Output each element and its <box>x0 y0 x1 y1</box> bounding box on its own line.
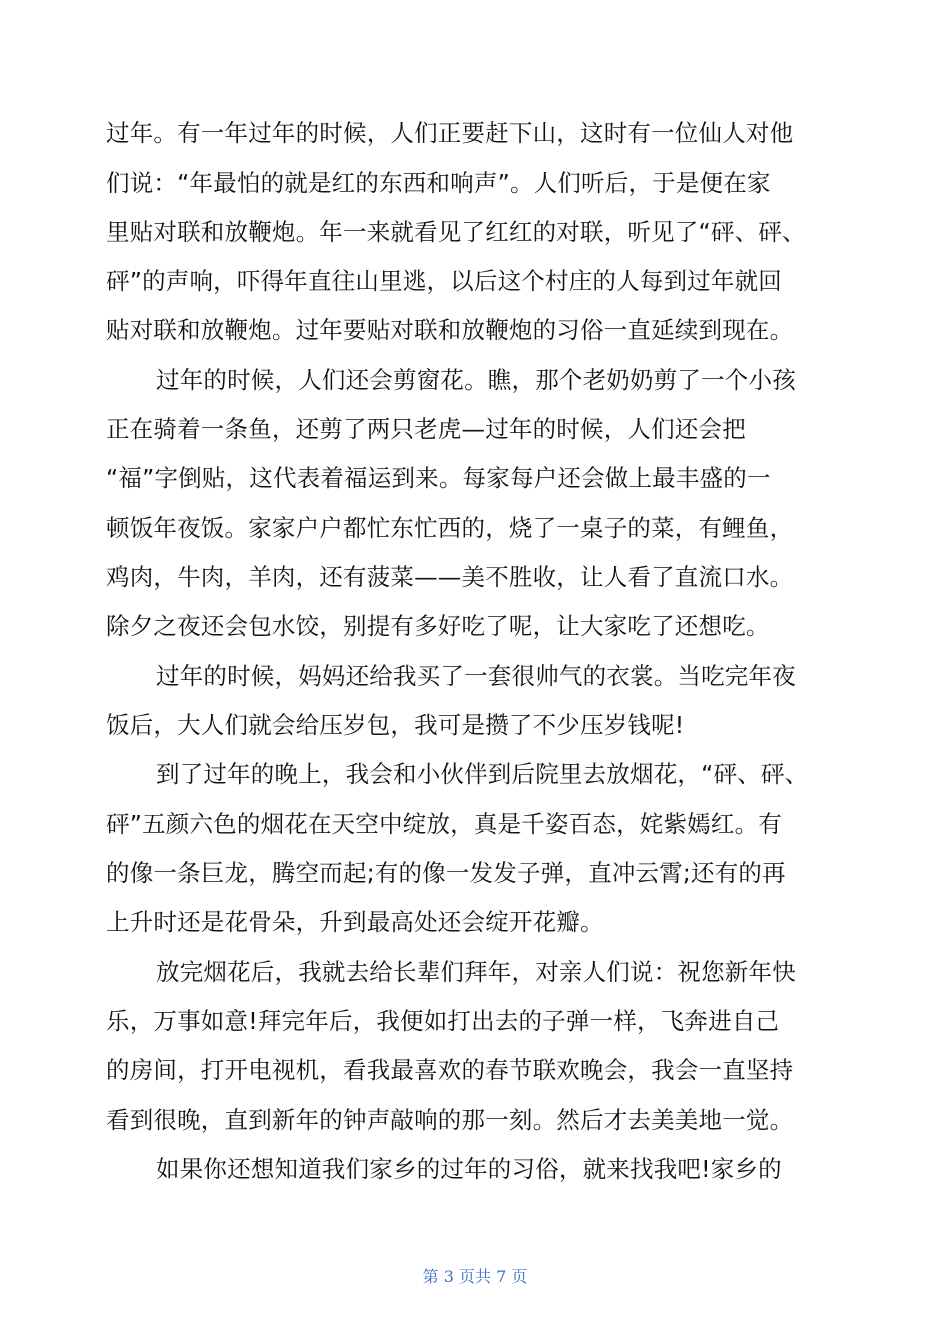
text-line: 饭后，大人们就会给压岁包，我可是攒了不少压岁钱呢! <box>106 711 685 739</box>
text-line: 如果你还想知道我们家乡的过年的习俗，就来找我吧!家乡的 <box>156 1155 782 1183</box>
text-line: 过年。有一年过年的时候，人们正要赶下山，这时有一位仙人对他 <box>106 119 794 147</box>
text-line: 的像一条巨龙，腾空而起;有的像一发发子弹，直冲云霄;还有的再 <box>106 859 786 887</box>
text-line: 除夕之夜还会包水饺，别提有多好吃了呢，让大家吃了还想吃。 <box>106 612 770 640</box>
text-line: 到了过年的晚上，我会和小伙伴到后院里去放烟花，“砰、砰、 <box>156 760 809 788</box>
text-line: 砰”的声响，吓得年直往山里逃，以后这个村庄的人每到过年就回 <box>106 267 782 295</box>
text-line: 里贴对联和放鞭炮。年一来就看见了红红的对联，听见了“砰、砰、 <box>106 218 806 246</box>
text-line: 上升时还是花骨朵，升到最高处还会绽开花瓣。 <box>106 908 604 936</box>
text-line: 们说：“年最怕的就是红的东西和响声”。人们听后，于是便在家 <box>106 169 771 197</box>
text-line: 贴对联和放鞭炮。过年要贴对联和放鞭炮的习俗一直延续到现在。 <box>106 316 794 344</box>
text-line: 砰”五颜六色的烟花在天空中绽放，真是千姿百态，姹紫嫣红。有 <box>106 810 782 838</box>
text-line: 正在骑着一条鱼，还剪了两只老虎—过年的时候，人们还会把 <box>106 415 746 443</box>
text-line: 看到很晚，直到新年的钟声敲响的那一刻。然后才去美美地一觉。 <box>106 1106 794 1134</box>
text-line: 乐，万事如意!拜完年后，我便如打出去的子弹一样，飞奔进自己 <box>106 1007 780 1035</box>
page-number: 第 3 页共 7 页 <box>422 1267 528 1286</box>
text-line: 鸡肉，牛肉，羊肉，还有菠菜——美不胜收，让人看了直流口水。 <box>106 563 794 591</box>
text-line: 过年的时候，妈妈还给我买了一套很帅气的衣裳。当吃完年夜 <box>156 662 796 690</box>
text-line: 的房间，打开电视机，看我最喜欢的春节联欢晚会，我会一直坚持 <box>106 1056 794 1084</box>
text-line: “福”字倒贴，这代表着福运到来。每家每户还会做上最丰盛的一 <box>106 464 771 492</box>
text-line: 顿饭年夜饭。家家户户都忙东忙西的，烧了一桌子的菜，有鲤鱼， <box>106 514 794 542</box>
text-line: 过年的时候，人们还会剪窗花。瞧，那个老奶奶剪了一个小孩 <box>156 366 796 394</box>
text-line: 放完烟花后，我就去给长辈们拜年，对亲人们说：祝您新年快 <box>156 958 796 986</box>
